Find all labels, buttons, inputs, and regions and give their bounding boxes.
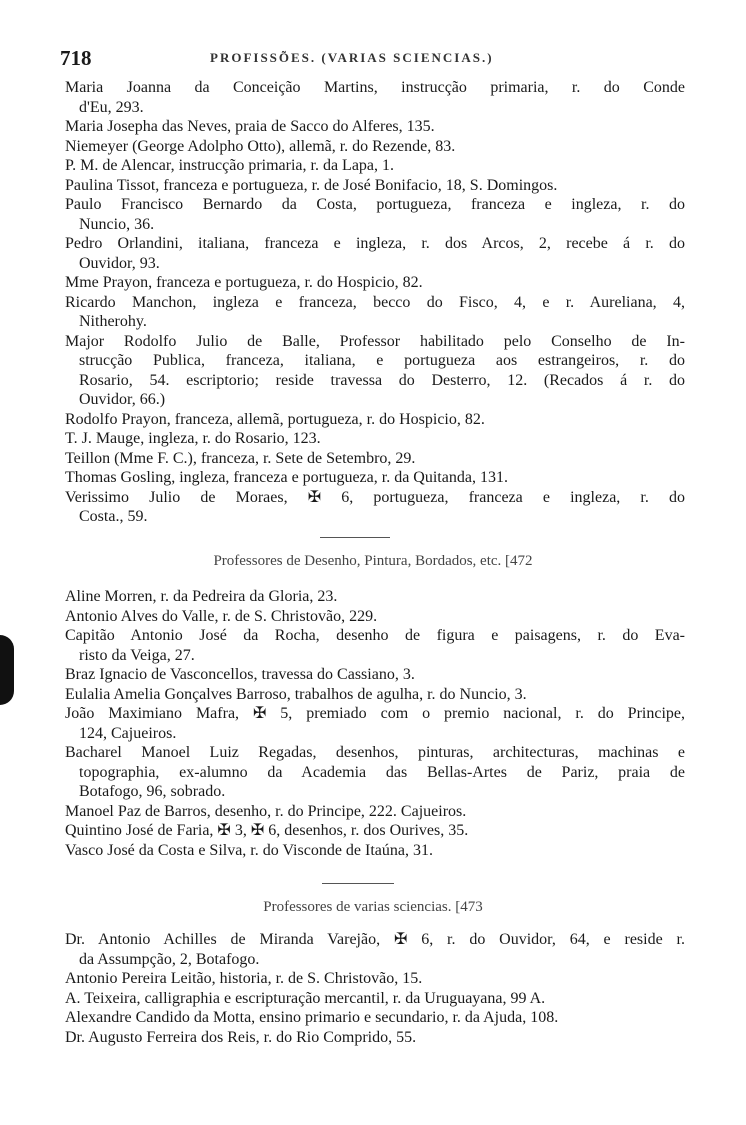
directory-entry [65, 273, 685, 293]
entry-line: Niemeyer (George Adolpho Otto), allemã, r. do Rezende, 83. [65, 137, 456, 155]
directory-entry [65, 930, 685, 969]
entry-line: Aline Morren, r. da Pedreira da Gloria, 23. [65, 588, 338, 605]
directory-entry [65, 332, 685, 410]
directory-entry [65, 704, 685, 743]
directory-entry [65, 176, 685, 196]
directory-entry [65, 821, 685, 841]
entry-line: Dr. Antonio Achilles de Miranda Varejão, ✠ 6, r. do Ouvidor, 64, e reside r. [65, 931, 685, 948]
entry-line: Thomas Gosling, ingleza, franceza e portugueza, r. da Quitanda, 131. [65, 469, 508, 486]
section-drawing [65, 587, 685, 860]
entry-line: Bacharel Manoel Luiz Regadas, desenhos, pinturas, architecturas, machinas e [65, 744, 685, 761]
directory-entry [65, 449, 685, 469]
entry-line: Major Rodolfo Julio de Balle, Professor habilitado pelo Conselho de In- [65, 332, 685, 350]
directory-entry [65, 293, 685, 332]
entry-line: Botafogo, 96, sobrado. [79, 783, 226, 800]
entry-line: João Maximiano Mafra, ✠ 5, premiado com o premio nacional, r. do Principe, [65, 705, 685, 722]
entry-line: Ricardo Manchon, ingleza e franceza, becco do Fisco, 4, e r. Aureliana, 4, [65, 293, 685, 311]
directory-entry [65, 841, 685, 861]
directory-entry [65, 488, 685, 527]
directory-entry [65, 117, 685, 137]
entry-line: Pedro Orlandini, italiana, franceza e ingleza, r. dos Arcos, 2, recebe á r. do [65, 235, 685, 252]
directory-entry [65, 468, 685, 488]
section-heading-drawing: Professores de Desenho, Pintura, Bordados, etc. [472 [213, 553, 533, 569]
directory-entry [65, 78, 685, 117]
entry-line: Alexandre Candido da Motta, ensino primario e secundario, r. da Ajuda, 108. [65, 1009, 559, 1026]
directory-entry [65, 989, 685, 1009]
section-heading-sciences: Professores de varias sciencias. [473 [263, 899, 483, 915]
entry-line: Nuncio, 36. [79, 215, 155, 233]
directory-entry [65, 137, 685, 157]
entry-line: Antonio Alves do Valle, r. de S. Christovão, 229. [65, 607, 378, 625]
entry-line: Quintino José de Faria, ✠ 3, ✠ 6, desenhos, r. dos Ourives, 35. [65, 822, 469, 839]
entry-line: Maria Josepha das Neves, praia de Sacco do Alferes, 135. [65, 118, 435, 135]
entry-line: Capitão Antonio José da Rocha, desenho de figura e paisagens, r. do Eva- [65, 627, 685, 644]
directory-entry [65, 607, 685, 627]
directory-entry [65, 429, 685, 449]
entry-line: Teillon (Mme F. C.), franceza, r. Sete de Setembro, 29. [65, 449, 416, 467]
running-title: PROFISSÕES. (VARIAS SCIENCIAS.) [210, 50, 494, 65]
entry-line: topographia, ex-alumno da Academia das Bellas-Artes de Pariz, praia de [79, 763, 685, 781]
entry-line: Rodolfo Prayon, franceza, allemã, portugueza, r. do Hospicio, 82. [65, 410, 485, 428]
entry-line: Maria Joanna da Conceição Martins, instrucção primaria, r. do Conde [65, 79, 685, 96]
entry-line: Braz Ignacio de Vasconcellos, travessa do Cassiano, 3. [65, 666, 415, 683]
entry-line: Paulo Francisco Bernardo da Costa, portugueza, franceza e ingleza, r. do [65, 196, 685, 213]
entry-line: Eulalia Amelia Gonçalves Barroso, trabalhos de agulha, r. do Nuncio, 3. [65, 685, 527, 703]
entry-line: Manoel Paz de Barros, desenho, r. do Principe, 222. Cajueiros. [65, 802, 467, 820]
directory-entry [65, 665, 685, 685]
page-number: 718 [60, 46, 92, 70]
section-sciences [65, 930, 685, 1047]
directory-entry [65, 234, 685, 273]
directory-entry [65, 685, 685, 705]
directory-entry [65, 1008, 685, 1028]
directory-entry [65, 802, 685, 822]
entry-line: Dr. Augusto Ferreira dos Reis, r. do Rio Comprido, 55. [65, 1028, 417, 1046]
entry-line: d'Eu, 293. [79, 98, 144, 116]
directory-entry [65, 1028, 685, 1048]
section-divider [320, 537, 390, 538]
directory-entry [65, 587, 685, 607]
entry-line: Antonio Pereira Leitão, historia, r. de S. Christovão, 15. [65, 970, 423, 987]
entry-line: Paulina Tissot, franceza e portugueza, r. de José Bonifacio, 18, S. Domingos. [65, 176, 558, 194]
directory-entry [65, 195, 685, 234]
entry-line: A. Teixeira, calligraphia e escripturação mercantil, r. da Uruguayana, 99 A. [65, 989, 546, 1007]
section-languages [65, 78, 685, 527]
entry-line: Ouvidor, 66.) [79, 391, 166, 408]
entry-line: Nitherohy. [79, 313, 147, 330]
directory-entry [65, 743, 685, 802]
entry-line: Mme Prayon, franceza e portugueza, r. do Hospicio, 82. [65, 274, 423, 291]
directory-entry [65, 969, 685, 989]
entry-line: P. M. de Alencar, instrucção primaria, r. da Lapa, 1. [65, 157, 395, 174]
section-divider [322, 883, 394, 884]
entry-line: T. J. Mauge, ingleza, r. do Rosario, 123. [65, 430, 321, 447]
entry-line: Rosario, 54. escriptorio; reside travessa do Desterro, 12. (Recados á r. do [79, 371, 685, 389]
entry-line: Ouvidor, 93. [79, 254, 160, 272]
directory-entry [65, 156, 685, 176]
scan-ink-blot [0, 635, 14, 705]
entry-line: Costa., 59. [79, 508, 148, 525]
entry-line: da Assumpção, 2, Botafogo. [79, 950, 260, 968]
directory-entry [65, 410, 685, 430]
entry-line: Vasco José da Costa e Silva, r. do Visconde de Itaúna, 31. [65, 841, 434, 859]
directory-entry [65, 626, 685, 665]
page-header [60, 46, 690, 70]
entry-line: risto da Veiga, 27. [79, 646, 195, 664]
entry-line: strucção Publica, franceza, italiana, e portugueza aos estrangeiros, r. do [79, 352, 685, 369]
entry-line: Verissimo Julio de Moraes, ✠ 6, portugueza, franceza e ingleza, r. do [65, 488, 685, 506]
entry-line: 124, Cajueiros. [79, 724, 177, 742]
